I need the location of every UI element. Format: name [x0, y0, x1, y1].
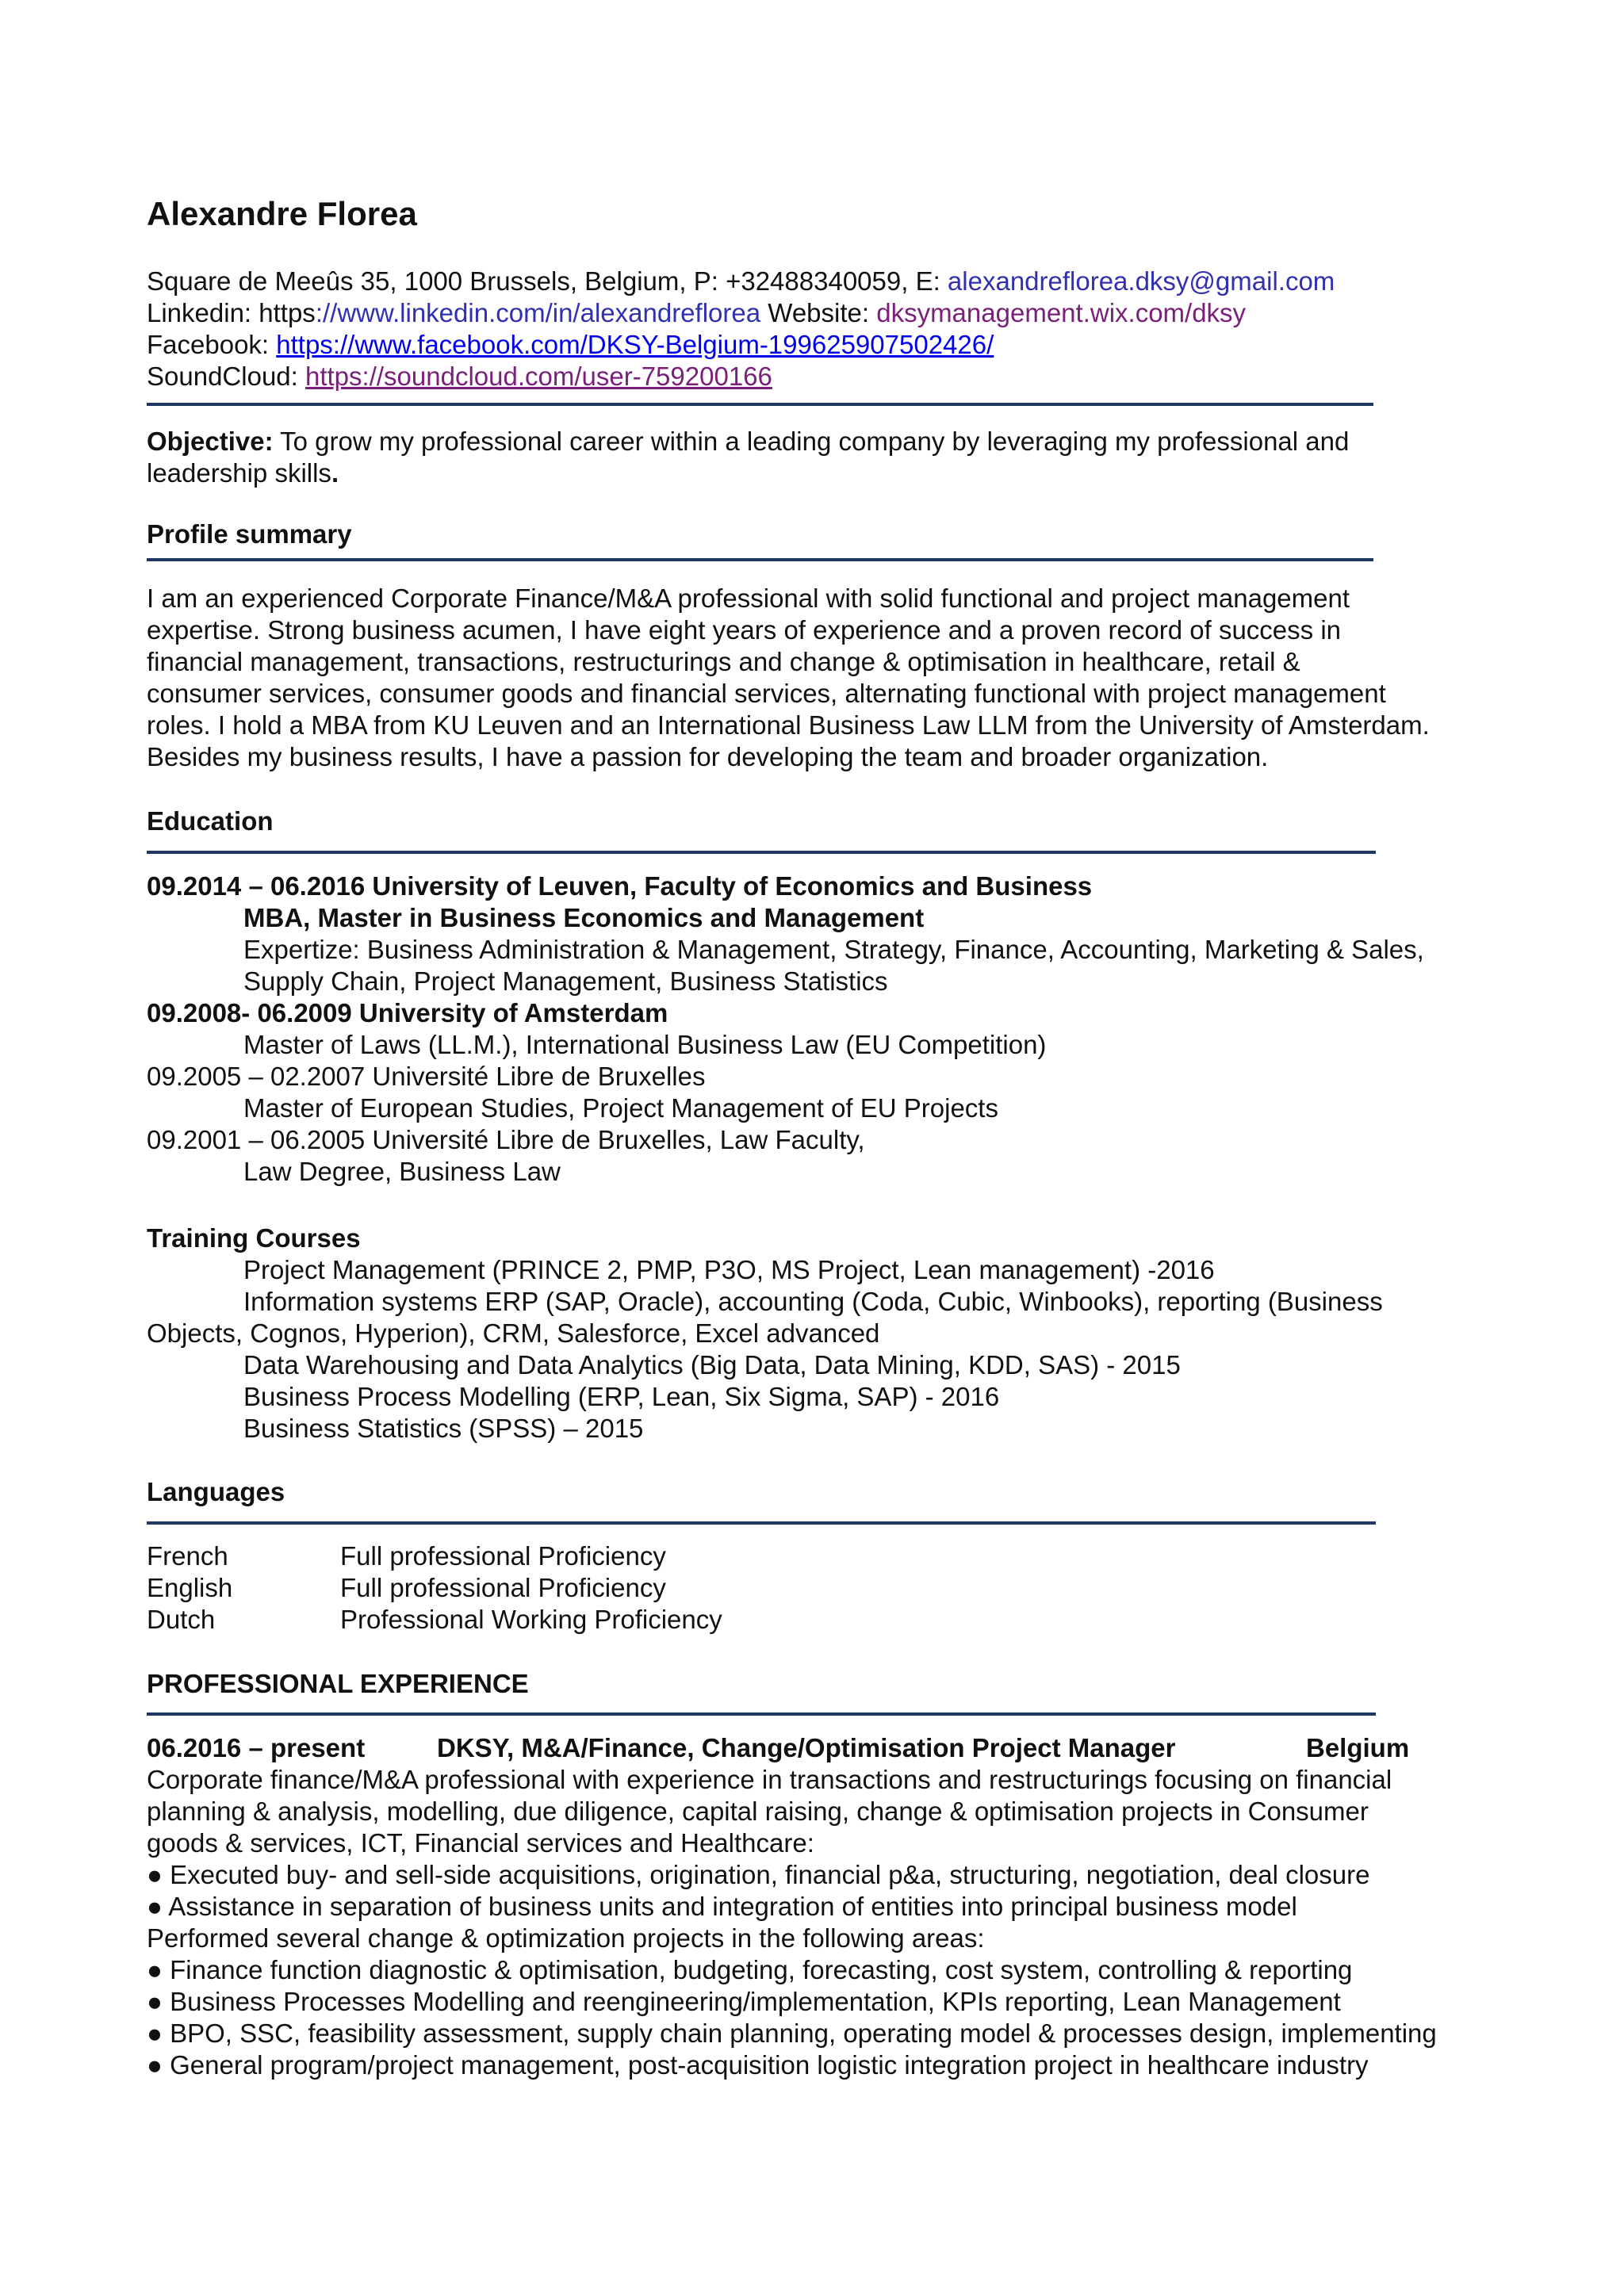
job-line: goods & services, ICT, Financial services and Healthcare:: [147, 1828, 814, 1858]
section-heading-profile: Profile summary: [147, 519, 352, 549]
facebook-label: Facebook:: [147, 330, 277, 359]
training-item: Project Management (PRINCE 2, PMP, P3O, MS Project, Lean management) -2016: [243, 1255, 1215, 1284]
objective-text: To grow my professional career within a leading company by leveraging my professional and: [273, 427, 1350, 456]
language-level: Full professional Proficiency: [340, 1573, 666, 1602]
linkedin-label: Linkedin: https: [147, 298, 316, 327]
education-divider: [147, 851, 1376, 854]
languages-list: [147, 1540, 1534, 1636]
education-degree: MBA, Master in Business Economics and Management: [243, 903, 925, 932]
education-entry-ulb-law: 09.2001 – 06.2005 Université Libre de Bruxelles, Law Faculty,: [147, 1125, 865, 1154]
website-link[interactable]: dksymanagement.wix.com/dksy: [876, 298, 1247, 327]
job-bullet: ● BPO, SSC, feasibility assessment, supply chain planning, operating model & processes design, implementing: [147, 2019, 1437, 2048]
linkedin-website-line: [147, 297, 1534, 329]
job-line: Corporate finance/M&A professional with experience in transactions and restructurings focusing on financial: [147, 1765, 1392, 1794]
job-bullet: ● Executed buy- and sell-side acquisitions, origination, financial p&a, structuring, negotiation, deal closure: [147, 1860, 1370, 1889]
training-item: Business Process Modelling (ERP, Lean, Six Sigma, SAP) - 2016: [243, 1382, 1000, 1411]
education-detail: Expertize: Business Administration & Management, Strategy, Finance, Accounting, Marketing & Sales,: [243, 935, 1424, 964]
website-label: Website:: [760, 298, 877, 327]
profile-line: I am an experienced Corporate Finance/M&A professional with solid functional and project management: [147, 584, 1350, 613]
languages-divider: [147, 1521, 1376, 1525]
language-name: Dutch: [147, 1605, 216, 1634]
education-entry-leuven: 09.2014 – 06.2016 University of Leuven, Faculty of Economics and Business: [147, 871, 1093, 901]
profile-divider: [147, 558, 1373, 561]
job-bullet: ● Business Processes Modelling and reengineering/implementation, KPIs reporting, Lean Management: [147, 1987, 1341, 2016]
section-heading-education: Education: [147, 806, 274, 836]
education-degree: Master of Laws (LL.M.), International Business Law (EU Competition): [243, 1030, 1047, 1059]
facebook-link[interactable]: https://www.facebook.com/DKSY-Belgium-199625907502426/: [276, 330, 994, 359]
education-degree: Law Degree, Business Law: [243, 1157, 561, 1186]
linkedin-link[interactable]: ://www.linkedin.com/in/alexandreflorea: [315, 298, 761, 327]
objective-period: .: [331, 458, 339, 488]
profile-line: financial management, transactions, restructurings and change & optimisation in healthcare, retail &: [147, 647, 1300, 676]
language-row: [147, 1604, 1534, 1636]
job-bullet: ● Assistance in separation of business units and integration of entities into principal business model: [147, 1892, 1297, 1921]
job-title: DKSY, M&A/Finance, Change/Optimisation Project Manager: [437, 1733, 1176, 1762]
job-header: [147, 1732, 1534, 1764]
profile-line: roles. I hold a MBA from KU Leuven and an International Business Law LLM from the University of Amsterdam.: [147, 710, 1430, 740]
training-item: Business Statistics (SPSS) – 2015: [243, 1414, 644, 1443]
objective-label: Objective:: [147, 427, 274, 456]
training-list: [147, 1254, 1534, 1445]
job-bullet: ● Finance function diagnostic & optimisation, budgeting, forecasting, cost system, controlling & reporting: [147, 1955, 1353, 1984]
profile-line: Besides my business results, I have a passion for developing the team and broader organization.: [147, 742, 1269, 771]
soundcloud-label: SoundCloud:: [147, 362, 305, 391]
email-link[interactable]: alexandreflorea.dksy@gmail.com: [947, 266, 1335, 296]
training-item: Data Warehousing and Data Analytics (Big Data, Data Mining, KDD, SAS) - 2015: [243, 1350, 1181, 1380]
job-bullet: ● General program/project management, post-acquisition logistic integration project in healthcare industry: [147, 2050, 1369, 2080]
experience-divider: [147, 1712, 1376, 1716]
profile-line: consumer services, consumer goods and financial services, alternating functional with project management: [147, 679, 1386, 708]
language-level: Professional Working Proficiency: [340, 1605, 722, 1634]
section-heading-languages: Languages: [147, 1477, 285, 1506]
education-entry-ulb-studies: 09.2005 – 02.2007 Université Libre de Bruxelles: [147, 1062, 706, 1091]
profile-summary-text: [147, 583, 1534, 773]
training-item: Information systems ERP (SAP, Oracle), accounting (Coda, Cubic, Winbooks), reporting (Business: [243, 1287, 1383, 1316]
candidate-name: Alexandre Florea: [147, 195, 417, 232]
header-divider: [147, 403, 1373, 406]
education-entry-amsterdam: 09.2008- 06.2009 University of Amsterdam: [147, 998, 668, 1027]
section-heading-experience: PROFESSIONAL EXPERIENCE: [147, 1669, 529, 1698]
profile-line: expertise. Strong business acumen, I have eight years of experience and a proven record of success in: [147, 615, 1342, 645]
objective-line-1: [147, 426, 1534, 457]
education-detail: Supply Chain, Project Management, Business Statistics: [243, 966, 888, 996]
job-dates: 06.2016 – present: [147, 1733, 366, 1762]
language-row: [147, 1572, 1534, 1604]
language-name: French: [147, 1541, 228, 1571]
soundcloud-link[interactable]: https://soundcloud.com/user-759200166: [304, 362, 772, 391]
education-degree: Master of European Studies, Project Management of EU Projects: [243, 1093, 998, 1123]
section-heading-training: Training Courses: [147, 1223, 361, 1253]
objective-text-cont: leadership skills: [147, 458, 331, 488]
job-line: planning & analysis, modelling, due diligence, capital raising, change & optimisation projects in Consumer: [147, 1797, 1369, 1826]
facebook-line: [147, 329, 1534, 361]
training-item-cont: Objects, Cognos, Hyperion), CRM, Salesforce, Excel advanced: [147, 1318, 880, 1348]
soundcloud-line: [147, 361, 1534, 392]
job-location: Belgium: [1306, 1733, 1410, 1762]
contact-line: [147, 266, 1534, 297]
job-description: [147, 1764, 1534, 2081]
job-line: Performed several change & optimization projects in the following areas:: [147, 1923, 985, 1953]
objective-line-2: [147, 457, 1534, 489]
language-row: [147, 1540, 1534, 1572]
address-phone-text: Square de Meeûs 35, 1000 Brussels, Belgium, P: +32488340059, E:: [147, 266, 948, 296]
language-name: English: [147, 1573, 233, 1602]
language-level: Full professional Proficiency: [340, 1541, 666, 1571]
education-list: [147, 871, 1534, 1188]
